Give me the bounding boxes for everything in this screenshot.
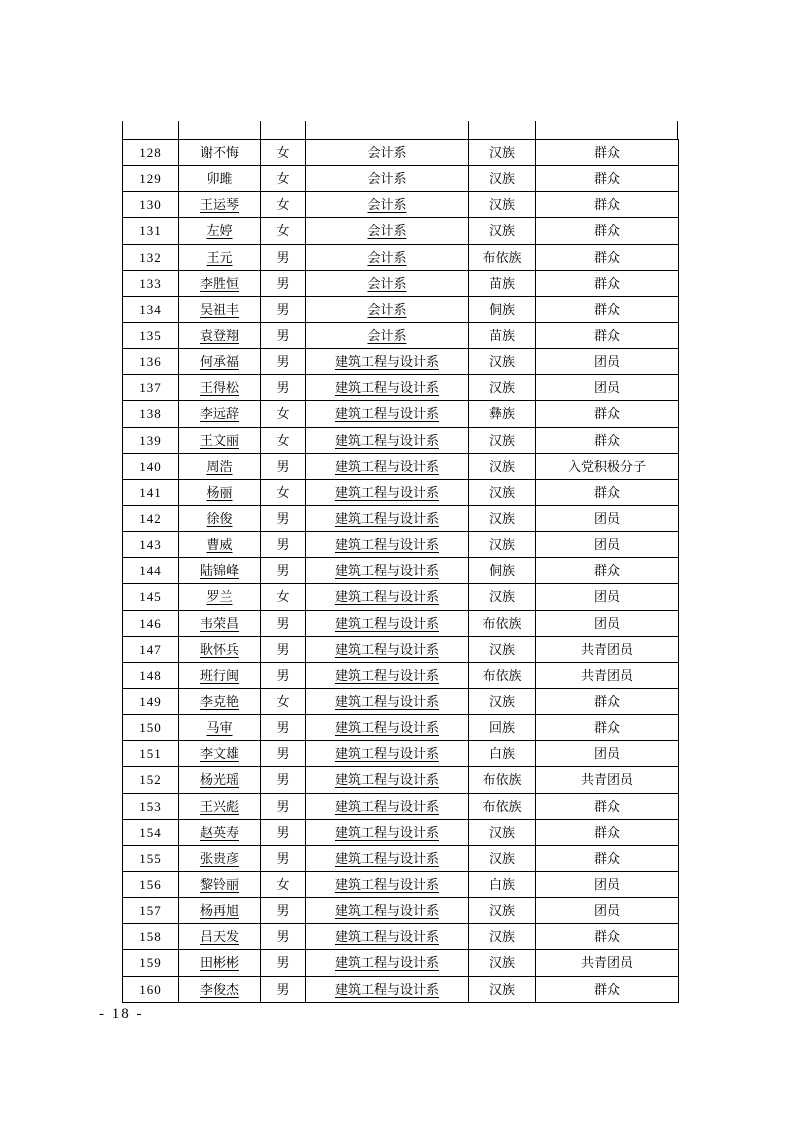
table-cell: 李克艳	[179, 688, 261, 714]
table-cell: 汉族	[469, 479, 536, 505]
table-cell: 班行闽	[179, 662, 261, 688]
column-border-stub	[677, 121, 678, 139]
table-cell: 王元	[179, 244, 261, 270]
column-border-stub	[178, 121, 179, 139]
table-cell: 布依族	[469, 662, 536, 688]
table-row	[123, 610, 679, 636]
table-cell: 汉族	[469, 427, 536, 453]
table-row	[123, 532, 679, 558]
table-cell: 建筑工程与设计系	[306, 532, 469, 558]
table-cell: 145	[123, 584, 179, 610]
table-cell: 群众	[536, 924, 679, 950]
table-cell: 140	[123, 453, 179, 479]
table-cell: 张贵彦	[179, 845, 261, 871]
table-row	[123, 819, 679, 845]
table-row	[123, 976, 679, 1003]
table-cell: 田彬彬	[179, 950, 261, 976]
table-cell: 建筑工程与设计系	[306, 636, 469, 662]
table-cell: 129	[123, 166, 179, 192]
table-cell: 群众	[536, 401, 679, 427]
table-cell: 汉族	[469, 453, 536, 479]
table-cell: 149	[123, 688, 179, 714]
table-cell: 李文雄	[179, 741, 261, 767]
table-cell: 曹威	[179, 532, 261, 558]
page-number: - 18 -	[99, 1006, 144, 1022]
table-cell: 吕天发	[179, 924, 261, 950]
table-cell: 群众	[536, 845, 679, 871]
table-cell: 男	[261, 845, 306, 871]
table-cell: 白族	[469, 871, 536, 897]
table-cell: 汉族	[469, 218, 536, 244]
table-cell: 会计系	[306, 140, 469, 166]
table-cell: 男	[261, 244, 306, 270]
table-cell: 155	[123, 845, 179, 871]
table-cell: 汉族	[469, 950, 536, 976]
column-border-stub	[468, 121, 469, 139]
table-row	[123, 192, 679, 218]
table-cell: 女	[261, 584, 306, 610]
table-cell: 男	[261, 741, 306, 767]
table-cell: 马审	[179, 715, 261, 741]
table-cell: 142	[123, 505, 179, 531]
table-cell: 157	[123, 898, 179, 924]
table-cell: 建筑工程与设计系	[306, 453, 469, 479]
table-row	[123, 688, 679, 714]
table-cell: 群众	[536, 479, 679, 505]
table-cell: 男	[261, 349, 306, 375]
table-cell: 女	[261, 479, 306, 505]
table-cell: 151	[123, 741, 179, 767]
table-cell: 彝族	[469, 401, 536, 427]
table-row	[123, 140, 679, 166]
table-cell: 杨丽	[179, 479, 261, 505]
table-cell: 汉族	[469, 532, 536, 558]
table-cell: 女	[261, 218, 306, 244]
table-cell: 团员	[536, 610, 679, 636]
table-cell: 徐俊	[179, 505, 261, 531]
table-cell: 汉族	[469, 375, 536, 401]
table-cell: 群众	[536, 715, 679, 741]
table-row	[123, 558, 679, 584]
table-row	[123, 270, 679, 296]
table-cell: 苗族	[469, 322, 536, 348]
table-cell: 建筑工程与设计系	[306, 401, 469, 427]
table-cell: 男	[261, 976, 306, 1003]
table-row	[123, 166, 679, 192]
table-cell: 154	[123, 819, 179, 845]
table-cell: 147	[123, 636, 179, 662]
table-cell: 建筑工程与设计系	[306, 924, 469, 950]
table-cell: 吴祖丰	[179, 296, 261, 322]
table-cell: 男	[261, 375, 306, 401]
table-cell: 建筑工程与设计系	[306, 688, 469, 714]
table-cell: 团员	[536, 505, 679, 531]
table-cell: 团员	[536, 741, 679, 767]
table-cell: 团员	[536, 532, 679, 558]
table-cell: 男	[261, 453, 306, 479]
table-cell: 汉族	[469, 636, 536, 662]
table-row	[123, 479, 679, 505]
table-cell: 左婷	[179, 218, 261, 244]
table-cell: 建筑工程与设计系	[306, 349, 469, 375]
table-cell: 李远辞	[179, 401, 261, 427]
table-cell: 建筑工程与设计系	[306, 950, 469, 976]
table-cell: 男	[261, 767, 306, 793]
table-cell: 入党积极分子	[536, 453, 679, 479]
table-row	[123, 322, 679, 348]
column-border-stub	[305, 121, 306, 139]
table-cell: 布依族	[469, 767, 536, 793]
table-row	[123, 871, 679, 897]
table-cell: 群众	[536, 793, 679, 819]
table-cell: 建筑工程与设计系	[306, 610, 469, 636]
table-cell: 150	[123, 715, 179, 741]
table-cell: 136	[123, 349, 179, 375]
table-cell: 共青团员	[536, 662, 679, 688]
table-cell: 汉族	[469, 192, 536, 218]
table-cell: 建筑工程与设计系	[306, 871, 469, 897]
table-cell: 群众	[536, 166, 679, 192]
table-cell: 会计系	[306, 192, 469, 218]
table-cell: 132	[123, 244, 179, 270]
table-row	[123, 793, 679, 819]
table-cell: 男	[261, 505, 306, 531]
table-cell: 建筑工程与设计系	[306, 819, 469, 845]
table-row	[123, 505, 679, 531]
table-cell: 男	[261, 558, 306, 584]
table-cell: 群众	[536, 819, 679, 845]
table-cell: 苗族	[469, 270, 536, 296]
table-cell: 汉族	[469, 924, 536, 950]
table-cell: 建筑工程与设计系	[306, 584, 469, 610]
table-row	[123, 845, 679, 871]
table-row	[123, 584, 679, 610]
table-cell: 袁登翔	[179, 322, 261, 348]
table-cell: 王运琴	[179, 192, 261, 218]
table-cell: 王得松	[179, 375, 261, 401]
table-cell: 男	[261, 662, 306, 688]
table-row	[123, 636, 679, 662]
table-cell: 陆锦峰	[179, 558, 261, 584]
table-cell: 153	[123, 793, 179, 819]
table-cell: 布依族	[469, 244, 536, 270]
table-cell: 群众	[536, 140, 679, 166]
table-cell: 男	[261, 636, 306, 662]
table-cell: 男	[261, 270, 306, 296]
table-cell: 王文丽	[179, 427, 261, 453]
table-cell: 会计系	[306, 296, 469, 322]
table-cell: 135	[123, 322, 179, 348]
table-row	[123, 767, 679, 793]
table-cell: 男	[261, 532, 306, 558]
table-cell: 139	[123, 427, 179, 453]
table-row	[123, 662, 679, 688]
table-cell: 罗兰	[179, 584, 261, 610]
table-cell: 李胜恒	[179, 270, 261, 296]
table-cell: 建筑工程与设计系	[306, 793, 469, 819]
table-cell: 群众	[536, 296, 679, 322]
table-cell: 141	[123, 479, 179, 505]
table-row	[123, 898, 679, 924]
table-cell: 158	[123, 924, 179, 950]
table-cell: 女	[261, 166, 306, 192]
table-cell: 建筑工程与设计系	[306, 741, 469, 767]
table-cell: 建筑工程与设计系	[306, 558, 469, 584]
table-cell: 群众	[536, 322, 679, 348]
table-row	[123, 296, 679, 322]
table-cell: 建筑工程与设计系	[306, 845, 469, 871]
table-cell: 汉族	[469, 898, 536, 924]
table-cell: 汉族	[469, 166, 536, 192]
table-cell: 汉族	[469, 505, 536, 531]
table-cell: 赵英寿	[179, 819, 261, 845]
table-cell: 耿怀兵	[179, 636, 261, 662]
table-cell: 138	[123, 401, 179, 427]
table-cell: 汉族	[469, 140, 536, 166]
roster-table	[122, 139, 679, 1003]
table-cell: 133	[123, 270, 179, 296]
table-cell: 何承福	[179, 349, 261, 375]
table-cell: 群众	[536, 192, 679, 218]
table-cell: 群众	[536, 244, 679, 270]
table-cell: 杨光瑶	[179, 767, 261, 793]
table-cell: 汉族	[469, 819, 536, 845]
table-cell: 会计系	[306, 270, 469, 296]
table-row	[123, 349, 679, 375]
table-cell: 男	[261, 898, 306, 924]
table-cell: 会计系	[306, 166, 469, 192]
table-cell: 女	[261, 427, 306, 453]
table-cell: 女	[261, 401, 306, 427]
table-cell: 汉族	[469, 845, 536, 871]
table-cell: 群众	[536, 270, 679, 296]
table-row	[123, 741, 679, 767]
table-cell: 杨再旭	[179, 898, 261, 924]
table-cell: 汉族	[469, 584, 536, 610]
table-cell: 李俊杰	[179, 976, 261, 1003]
table-cell: 卯雎	[179, 166, 261, 192]
table-cell: 团员	[536, 349, 679, 375]
table-cell: 布依族	[469, 610, 536, 636]
table-cell: 女	[261, 688, 306, 714]
table-cell: 侗族	[469, 558, 536, 584]
table-cell: 汉族	[469, 976, 536, 1003]
table-cell: 男	[261, 793, 306, 819]
table-cell: 建筑工程与设计系	[306, 375, 469, 401]
table-cell: 137	[123, 375, 179, 401]
table-cell: 131	[123, 218, 179, 244]
table-cell: 共青团员	[536, 950, 679, 976]
table-row	[123, 715, 679, 741]
table-cell: 女	[261, 871, 306, 897]
table-row	[123, 427, 679, 453]
table-cell: 团员	[536, 375, 679, 401]
table-cell: 146	[123, 610, 179, 636]
table-cell: 144	[123, 558, 179, 584]
table-row	[123, 924, 679, 950]
table-cell: 128	[123, 140, 179, 166]
table-cell: 会计系	[306, 322, 469, 348]
table-cell: 男	[261, 924, 306, 950]
table-row	[123, 453, 679, 479]
table-cell: 男	[261, 715, 306, 741]
column-border-stub	[260, 121, 261, 139]
table-cell: 团员	[536, 871, 679, 897]
table-cell: 建筑工程与设计系	[306, 715, 469, 741]
table-cell: 建筑工程与设计系	[306, 427, 469, 453]
table-cell: 共青团员	[536, 767, 679, 793]
table-cell: 152	[123, 767, 179, 793]
table-cell: 群众	[536, 976, 679, 1003]
table-cell: 白族	[469, 741, 536, 767]
table-cell: 男	[261, 819, 306, 845]
table-cell: 建筑工程与设计系	[306, 767, 469, 793]
table-row	[123, 375, 679, 401]
table-cell: 群众	[536, 558, 679, 584]
roster-table-body	[123, 140, 679, 1003]
table-cell: 男	[261, 610, 306, 636]
table-cell: 侗族	[469, 296, 536, 322]
table-row	[123, 218, 679, 244]
table-cell: 156	[123, 871, 179, 897]
table-cell: 群众	[536, 427, 679, 453]
column-border-stub	[535, 121, 536, 139]
table-cell: 160	[123, 976, 179, 1003]
table-cell: 布依族	[469, 793, 536, 819]
table-cell: 团员	[536, 584, 679, 610]
table-cell: 团员	[536, 898, 679, 924]
table-cell: 群众	[536, 688, 679, 714]
table-cell: 男	[261, 296, 306, 322]
table-cell: 王兴彪	[179, 793, 261, 819]
table-cell: 男	[261, 322, 306, 348]
table-cell: 汉族	[469, 349, 536, 375]
table-cell: 女	[261, 192, 306, 218]
table-row	[123, 401, 679, 427]
table-cell: 女	[261, 140, 306, 166]
table-cell: 建筑工程与设计系	[306, 976, 469, 1003]
table-cell: 建筑工程与设计系	[306, 479, 469, 505]
table-cell: 建筑工程与设计系	[306, 505, 469, 531]
table-cell: 回族	[469, 715, 536, 741]
column-border-stub	[122, 121, 123, 139]
table-cell: 130	[123, 192, 179, 218]
table-cell: 会计系	[306, 218, 469, 244]
table-row	[123, 244, 679, 270]
table-cell: 建筑工程与设计系	[306, 898, 469, 924]
table-cell: 汉族	[469, 688, 536, 714]
table-cell: 男	[261, 950, 306, 976]
table-cell: 黎铃丽	[179, 871, 261, 897]
table-cell: 周浩	[179, 453, 261, 479]
table-cell: 159	[123, 950, 179, 976]
table-cell: 会计系	[306, 244, 469, 270]
table-cell: 群众	[536, 218, 679, 244]
table-cell: 韦荣昌	[179, 610, 261, 636]
table-cell: 共青团员	[536, 636, 679, 662]
table-cell: 建筑工程与设计系	[306, 662, 469, 688]
table-cell: 谢不悔	[179, 140, 261, 166]
table-continuation-stubs	[122, 121, 678, 139]
table-cell: 148	[123, 662, 179, 688]
table-cell: 134	[123, 296, 179, 322]
table-cell: 143	[123, 532, 179, 558]
table-row	[123, 950, 679, 976]
